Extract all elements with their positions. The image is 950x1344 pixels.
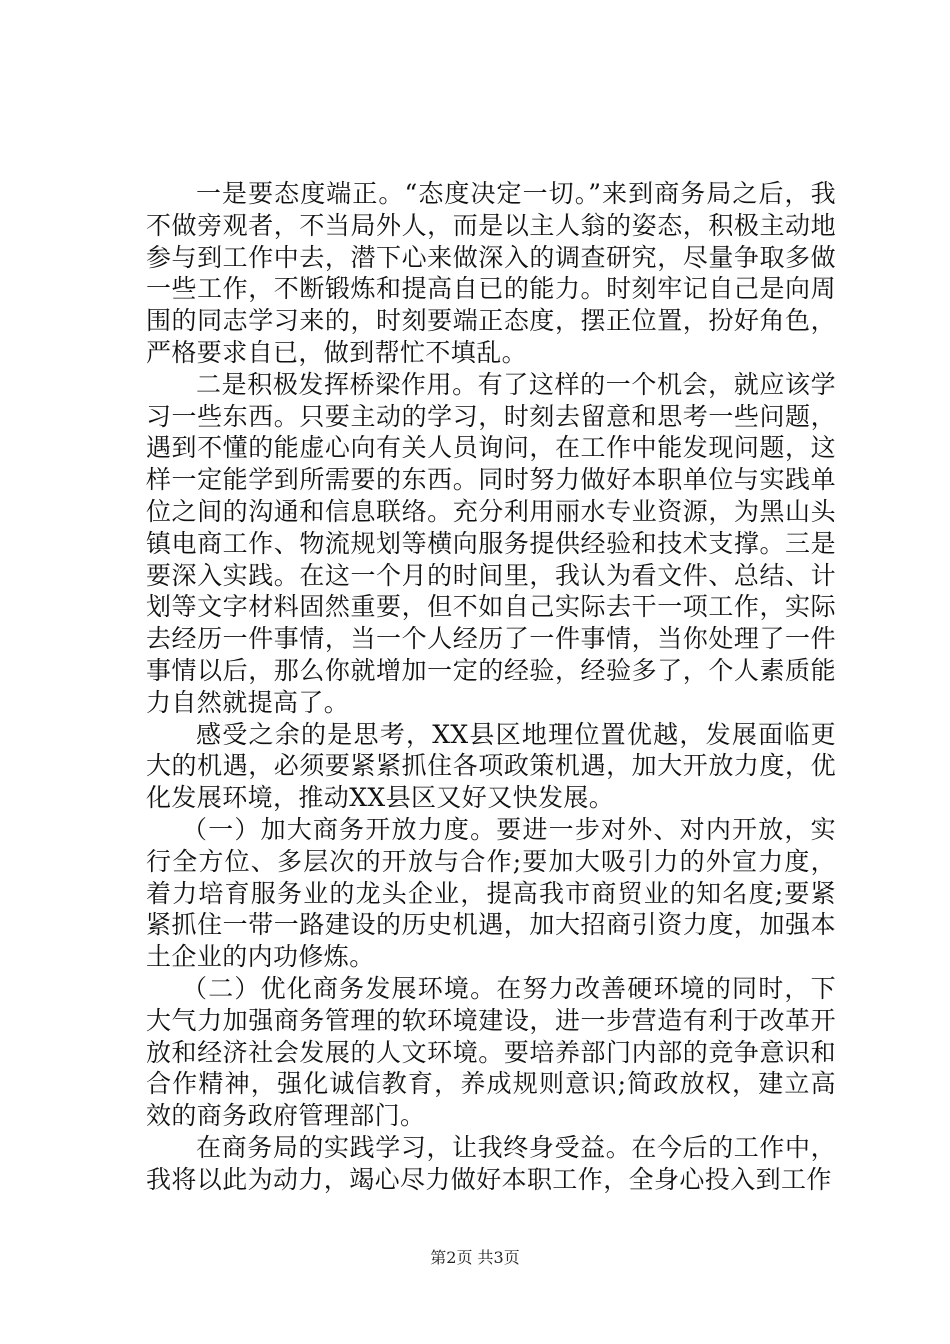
document-body <box>146 178 836 1196</box>
page-number-footer: 第2页 共3页 <box>430 1248 520 1267</box>
paragraph-attitude: 一是要态度端正。“态度决定一切。”来到商务局之后，我不做旁观者，不当局外人，而是以主人翁的姿态，积极主动地参与到工作中去，潜下心来做深入的调查研究，尽量争取多做一些工作，不断锻炼和提高自已的能力。时刻牢记自己是向周围的同志学习来的，时刻要端正态度，摆正位置，扮好角色，严格要求自已，做到帮忙不填乱。 <box>146 179 836 367</box>
paragraph-reflection: 感受之余的是思考，XX县区地理位置优越，发展面临更大的机遇，必须要紧紧抓住各项政策机遇，加大开放力度，优化发展环境，推动XX县区又好又快发展。 <box>146 719 836 813</box>
paragraph-environment: （二）优化商务发展环境。在努力改善硬环境的同时，下大气力加强商务管理的软环境建设，进一步营造有利于改革开放和经济社会发展的人文环境。要培养部门内部的竞争意识和合作精神，强化诚信教育，养成规则意识;简政放权，建立高效的商务政府管理部门。 <box>146 973 836 1131</box>
paragraph-bridge-role: 二是积极发挥桥梁作用。有了这样的一个机会，就应该学习一些东西。只要主动的学习，时刻去留意和思考一些问题，遇到不懂的能虚心向有关人员询问，在工作中能发现问题，这样一定能学到所需要的东西。同时努力做好本职单位与实践单位之间的沟通和信息联络。充分利用丽水专业资源，为黑山头镇电商工作、物流规划等横向服务提供经验和技术支撑。三是要深入实践。在这一个月的时间里，我认为看文件、总结、计划等文字材料固然重要，但不如自己实际去干一项工作，实际去经历一件事情，当一个人经历了一件事情，当你处理了一件事情以后，那么你就增加一定的经验，经验多了，个人素质能力自然就提高了。 <box>146 369 836 717</box>
paragraph-closing: 在商务局的实践学习，让我终身受益。在今后的工作中，我将以此为动力，竭心尽力做好本职工作，全身心投入到工作 <box>146 1132 836 1194</box>
paragraph-opening-up: （一）加大商务开放力度。要进一步对外、对内开放，实行全方位、多层次的开放与合作;要加大吸引力的外宣力度，着力培育服务业的龙头企业，提高我市商贸业的知名度;要紧紧抓住一带一路建设的历史机遇，加大招商引资力度，加强本土企业的内功修炼。 <box>146 814 836 972</box>
